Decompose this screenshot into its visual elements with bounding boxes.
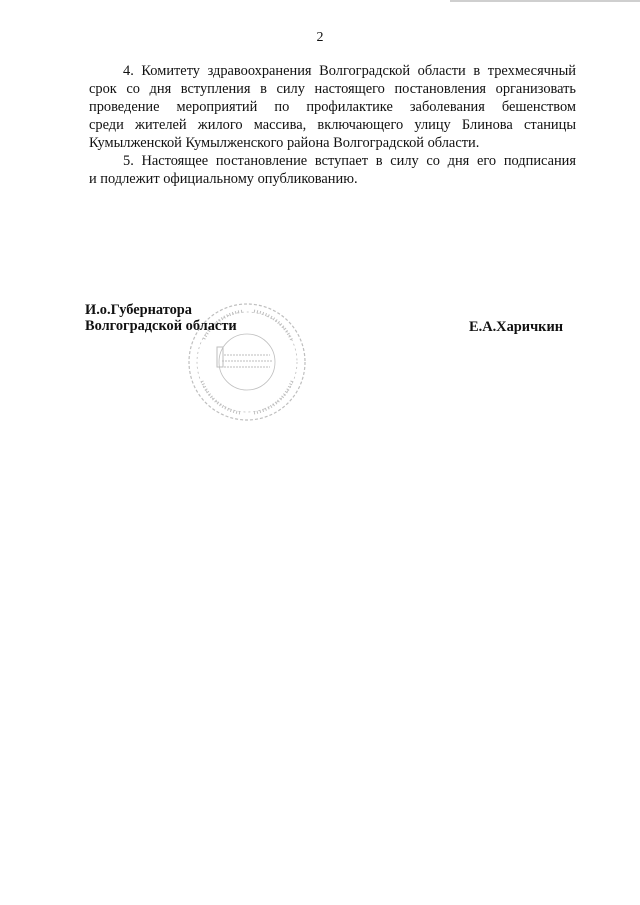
- paragraph-line: 5. Настоящее постановление вступает в силу со дня его подписания: [123, 153, 576, 169]
- signatory-title: [85, 302, 237, 334]
- scan-edge-mark: [450, 0, 640, 2]
- paragraph-line: среди жителей жилого массива, включающего улицу Блинова станицы: [89, 117, 576, 133]
- signatory-title-line-2: Волгоградской области: [85, 318, 237, 334]
- document-body: [89, 62, 576, 188]
- paragraph-line: и подлежит официальному опубликованию.: [89, 171, 358, 187]
- page-number: 2: [316, 30, 324, 45]
- signatory-title-line-1: И.о.Губернатора: [85, 302, 192, 318]
- signatory-name: Е.А.Харичкин: [469, 319, 564, 335]
- paragraph-line: срок со дня вступления в силу настоящего постановления организовать: [89, 81, 576, 97]
- paragraph-item-4: [89, 62, 576, 152]
- paragraph-line: 4. Комитету здравоохранения Волгоградской области в трехмесячный: [123, 63, 576, 79]
- paragraph-line: Кумылженской Кумылженского района Волгоградской области.: [89, 135, 480, 151]
- paragraph-line: проведение мероприятий по профилактике заболевания бешенством: [89, 99, 576, 115]
- paragraph-item-5: [89, 152, 576, 188]
